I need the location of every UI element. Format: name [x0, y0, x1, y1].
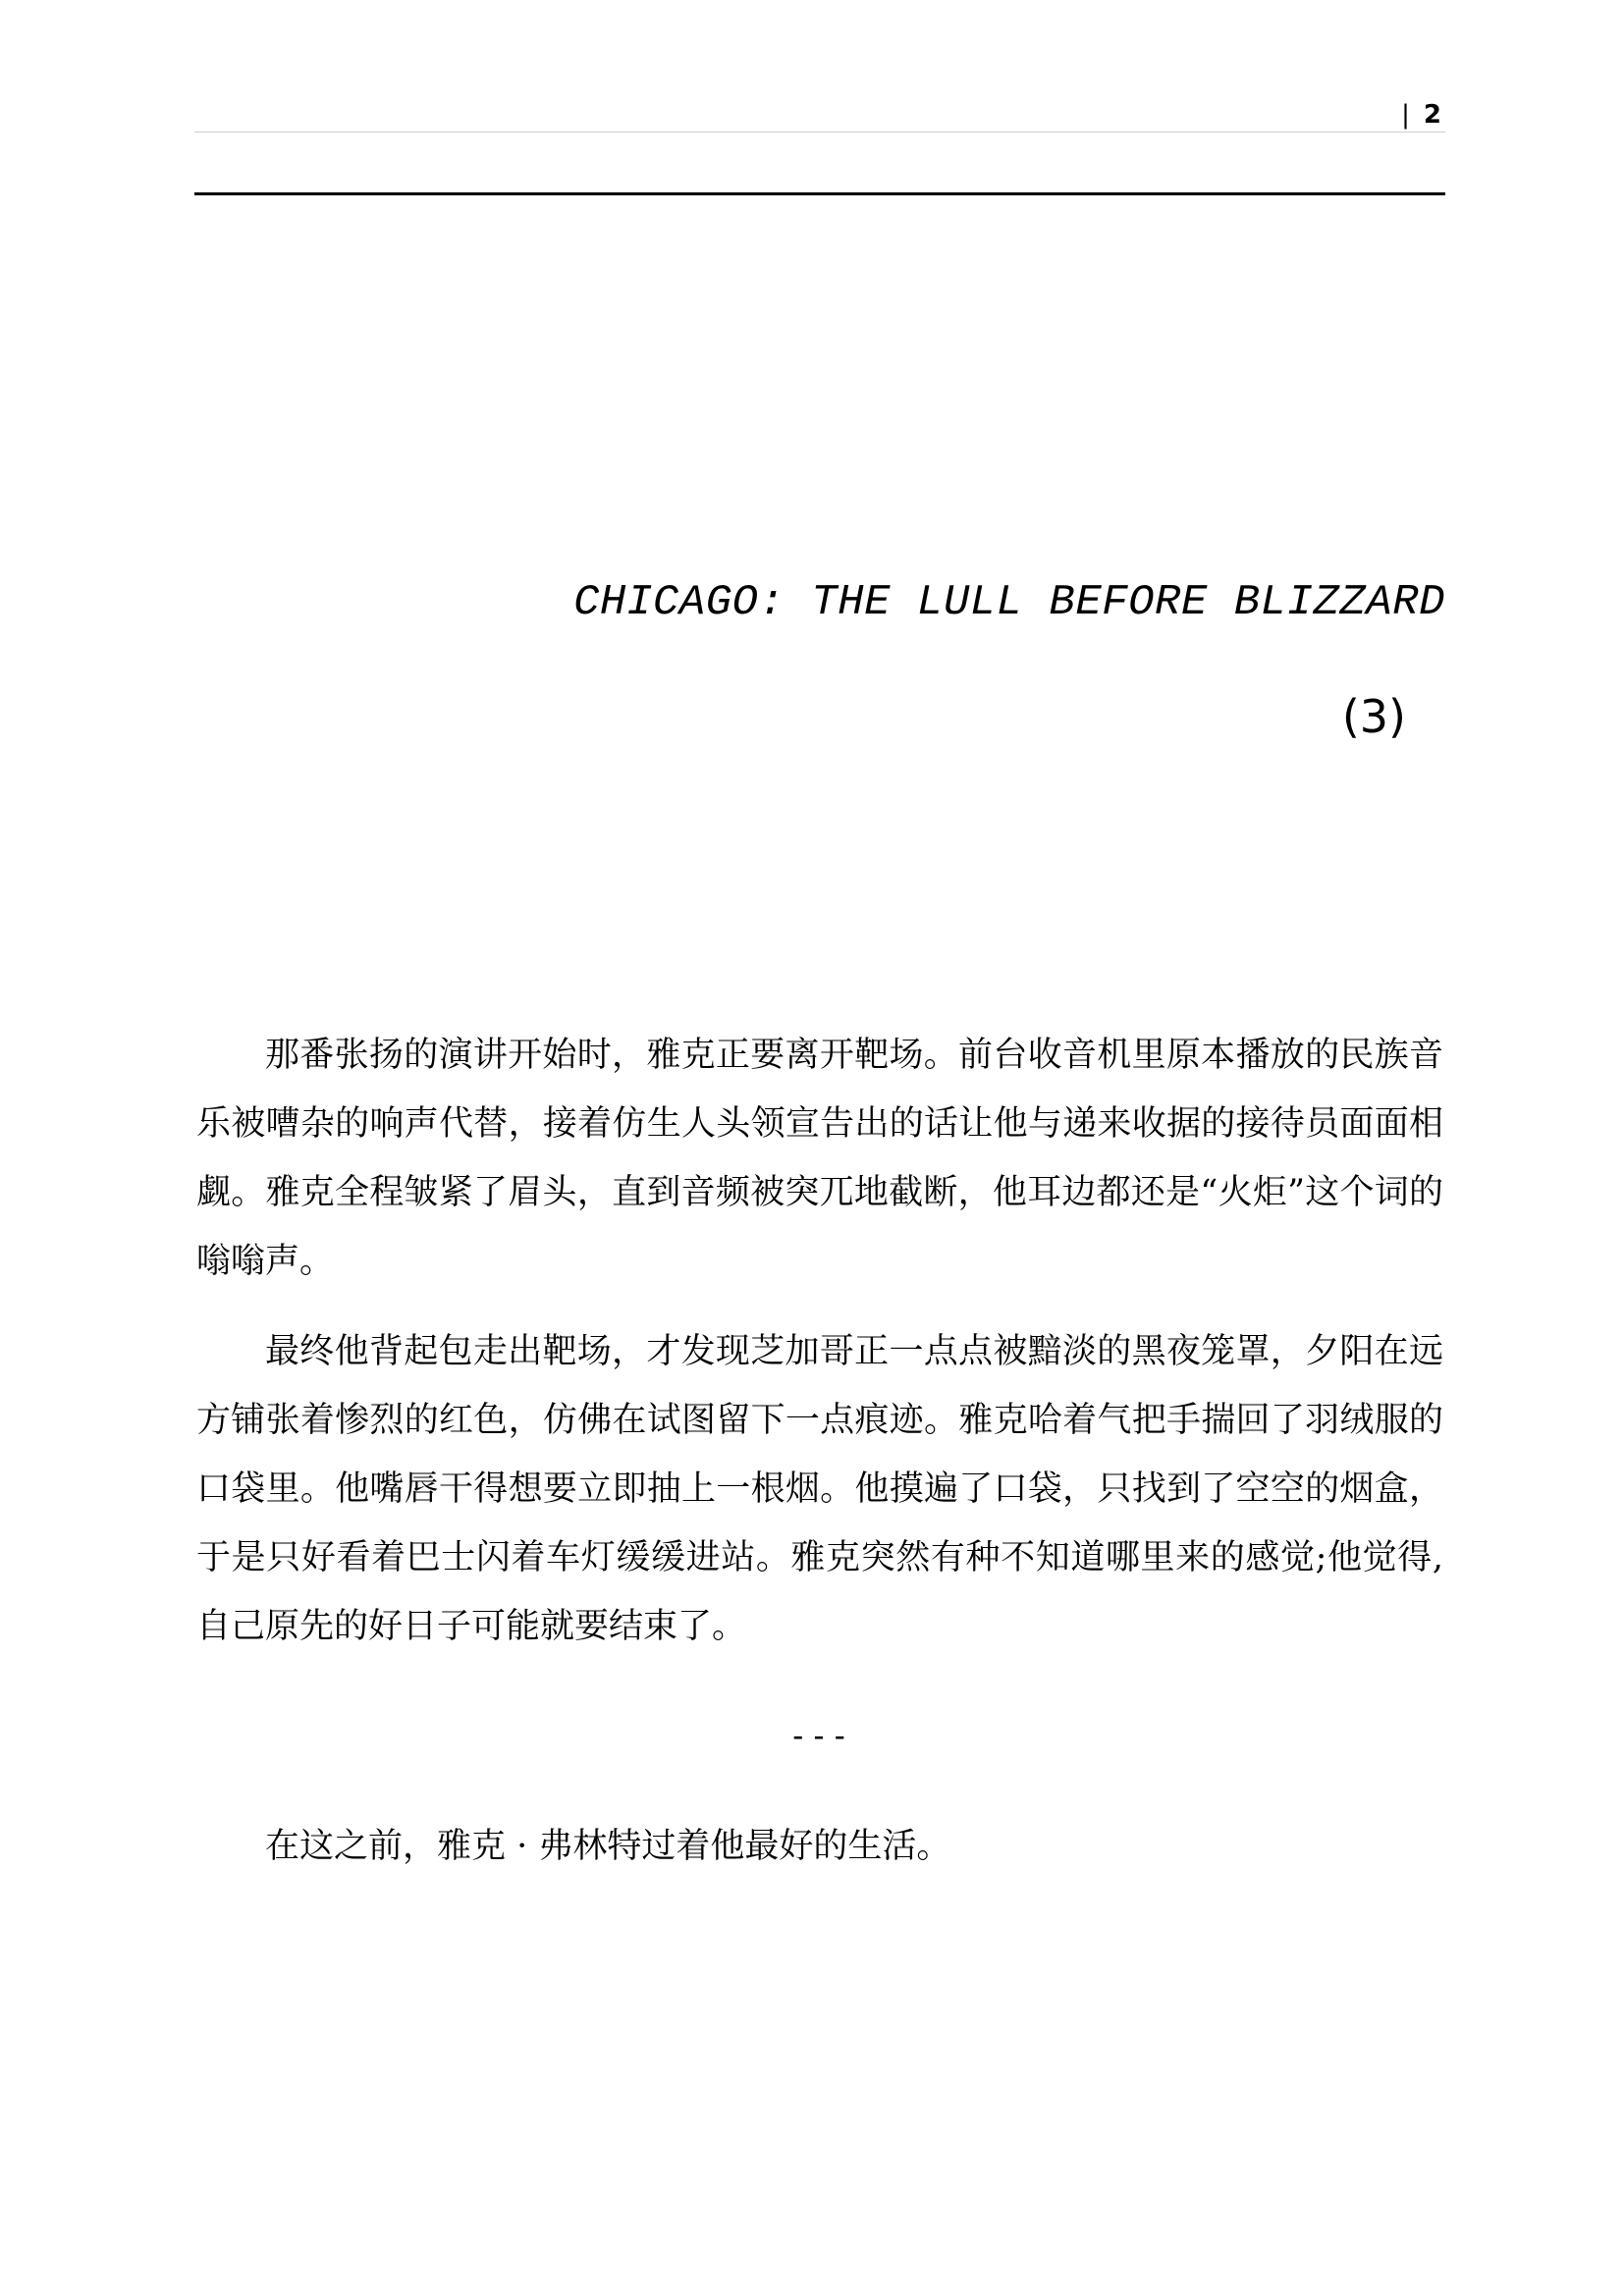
- chapter-number: (3): [1341, 690, 1406, 743]
- paragraph: 最终他背起包走出靶场，才发现芝加哥正一点点被黯淡的黑夜笼罩，夕阳在远方铺张着惨烈的红色，仿佛在试图留下一点痕迹。雅克哈着气把手揣回了羽绒服的口袋里。他嘴唇干得想要立即抽上一根烟。他摸遍了口袋，只找到了空空的烟盒，于是只好看着巴士闪着车灯缓缓进站。雅克突然有种不知道哪里来的感觉;他觉得,自己原先的好日子可能就要结束了。: [196, 1332, 1443, 1646]
- header-separator: |: [1401, 100, 1410, 130]
- page-number: 2: [1423, 100, 1441, 130]
- page-header: [1401, 100, 1441, 130]
- body-text: [196, 1021, 1443, 1902]
- chapter-title: CHICAGO: THE LULL BEFORE BLIZZARD: [573, 578, 1445, 627]
- header-divider-thin: [194, 132, 1445, 133]
- paragraph: 在这之前，雅克 · 弗林特过着他最好的生活。: [265, 1827, 951, 1866]
- scene-break: ---: [788, 1717, 851, 1754]
- paragraph: 那番张扬的演讲开始时，雅克正要离开靶场。前台收音机里原本播放的民族音乐被嘈杂的响声代替，接着仿生人头领宣告出的话让他与递来收据的接待员面面相觑。雅克全程皱紧了眉头，直到音频被突兀地截断，他耳边都还是“火炬”这个词的嗡嗡声。: [196, 1036, 1443, 1281]
- header-divider-thick: [194, 192, 1445, 195]
